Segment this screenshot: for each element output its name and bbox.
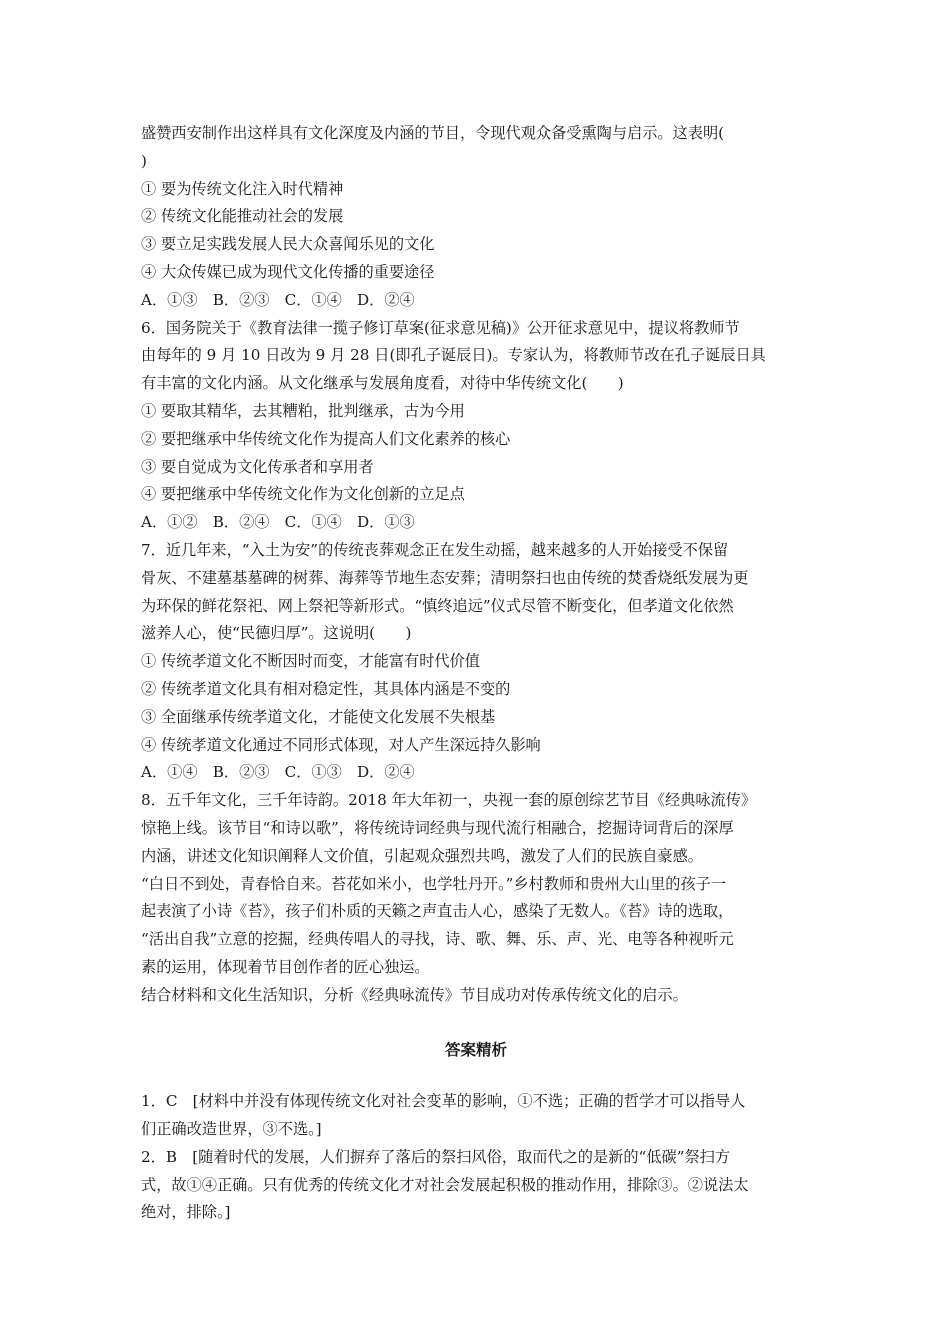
question-stem-line: 6．国务院关于《教育法律一揽子修订草案(征求意见稿)》公开征求意见中，提议将教师节: [141, 318, 740, 337]
option-3: ③ 全面继承传统孝道文化，才能使文化发展不失根基: [141, 707, 496, 726]
question-stem-line: 骨灰、不建墓基墓碑的树葬、海葬等节地生态安葬；清明祭扫也由传统的焚香烧纸发展为更: [141, 568, 749, 587]
answer-line: 绝对，排除。]: [141, 1203, 231, 1222]
answer-line: 1．C [材料中并没有体现传统文化对社会变革的影响，①不选；正确的哲学才可以指导人: [141, 1092, 746, 1111]
question-text-line: 起表演了小诗《苔》，孩子们朴质的天籁之声直击人心，感染了无数人。《苔》诗的选取，: [141, 902, 734, 921]
question-stem-line: 滋养人心，使“民德归厚”。这说明( ): [141, 624, 412, 643]
question-7: [141, 537, 811, 787]
answer-line: 2．B [随着时代的发展，人们摒弃了落后的祭扫风俗，取而代之的是新的“低碳”祭扫方: [141, 1147, 731, 1166]
answer-choices: A．①④ B．②③ C．①③ D．②④: [141, 763, 415, 782]
option-1: ① 要取其精华，去其糟粕，批判继承，古为今用: [141, 401, 465, 420]
question-text-line: 8．五千年文化，三千年诗韵。2018 年大年初一，央视一套的原创综艺节目《经典咏流传》: [141, 791, 757, 810]
question-stem-line: 7．近几年来，“入土为安”的传统丧葬观念正在发生动摇，越来越多的人开始接受不保留: [141, 540, 729, 559]
answer-choices: A．①② B．②④ C．①④ D．①③: [141, 513, 415, 532]
answer-line: 式，故①④正确。只有优秀的传统文化才对社会发展起积极的推动作用，排除③。②说法太: [141, 1175, 749, 1194]
option-1: ① 要为传统文化注入时代精神: [141, 179, 344, 198]
answer-item-2: [141, 1144, 811, 1227]
question-text-line: 内涵，讲述文化知识阐释人文价值，引起观众强烈共鸣，激发了人们的民族自豪感。: [141, 846, 703, 865]
answers-heading: 答案精析: [444, 1040, 507, 1059]
question-6: [141, 315, 811, 537]
question-prompt: 结合材料和文化生活知识，分析《经典咏流传》节目成功对传承传统文化的启示。: [141, 985, 688, 1004]
option-2: ② 传统孝道文化具有相对稳定性，其具体内涵是不变的: [141, 679, 511, 698]
option-4: ④ 传统孝道文化通过不同形式体现，对人产生深远持久影响: [141, 735, 541, 754]
answer-item-1: [141, 1088, 811, 1144]
question-text-line: “白日不到处，青春恰自来。苔花如米小，也学牡丹开。”乡村教师和贵州大山里的孩子一: [141, 874, 727, 893]
question-text-line: 素的运用，体现着节目创作者的匠心独运。: [141, 957, 430, 976]
question-text-line: 惊艳上线。该节目“和诗以歌”，将传统诗词经典与现代流行相融合，挖掘诗词背后的深厚: [141, 818, 734, 837]
answer-choices: A．①③ B．②③ C．①④ D．②④: [141, 290, 415, 309]
option-2: ② 要把继承中华传统文化作为提高人们文化素养的核心: [141, 429, 511, 448]
question-stem-line: 由每年的 9 月 10 日改为 9 月 28 日(即孔子诞辰日)。专家认为，将教师节改在孔子诞辰日具: [141, 346, 766, 365]
question-5-tail: [141, 120, 811, 315]
question-stem-line: 盛赞西安制作出这样具有文化深度及内涵的节目，令现代观众备受熏陶与启示。这表明(: [141, 124, 725, 142]
option-2: ② 传统文化能推动社会的发展: [141, 207, 344, 226]
option-4: ④ 要把继承中华传统文化作为文化创新的立足点: [141, 485, 465, 504]
question-stem-line: 为环保的鲜花祭祀、网上祭祀等新形式。“慎终追远”仪式尽管不断变化，但孝道文化依然: [141, 596, 734, 615]
option-3: ③ 要立足实践发展人民大众喜闻乐见的文化: [141, 235, 435, 254]
question-text-line: “活出自我”立意的挖掘，经典传唱人的寻找，诗、歌、舞、乐、声、光、电等各种视听元: [141, 930, 734, 949]
answer-line: 们正确改造世界，③不选。]: [141, 1120, 322, 1139]
option-3: ③ 要自觉成为文化传承者和享用者: [141, 457, 374, 476]
option-1: ① 传统孝道文化不断因时而变，才能富有时代价值: [141, 652, 480, 671]
option-4: ④ 大众传媒已成为现代文化传播的重要途径: [141, 262, 435, 281]
question-stem-line: 有丰富的文化内涵。从文化继承与发展角度看，对待中华传统文化( ): [141, 374, 624, 393]
question-stem-line: ): [141, 151, 147, 170]
question-8: [141, 787, 811, 1009]
answers-section: [141, 1088, 811, 1227]
document-page: [141, 120, 811, 1227]
